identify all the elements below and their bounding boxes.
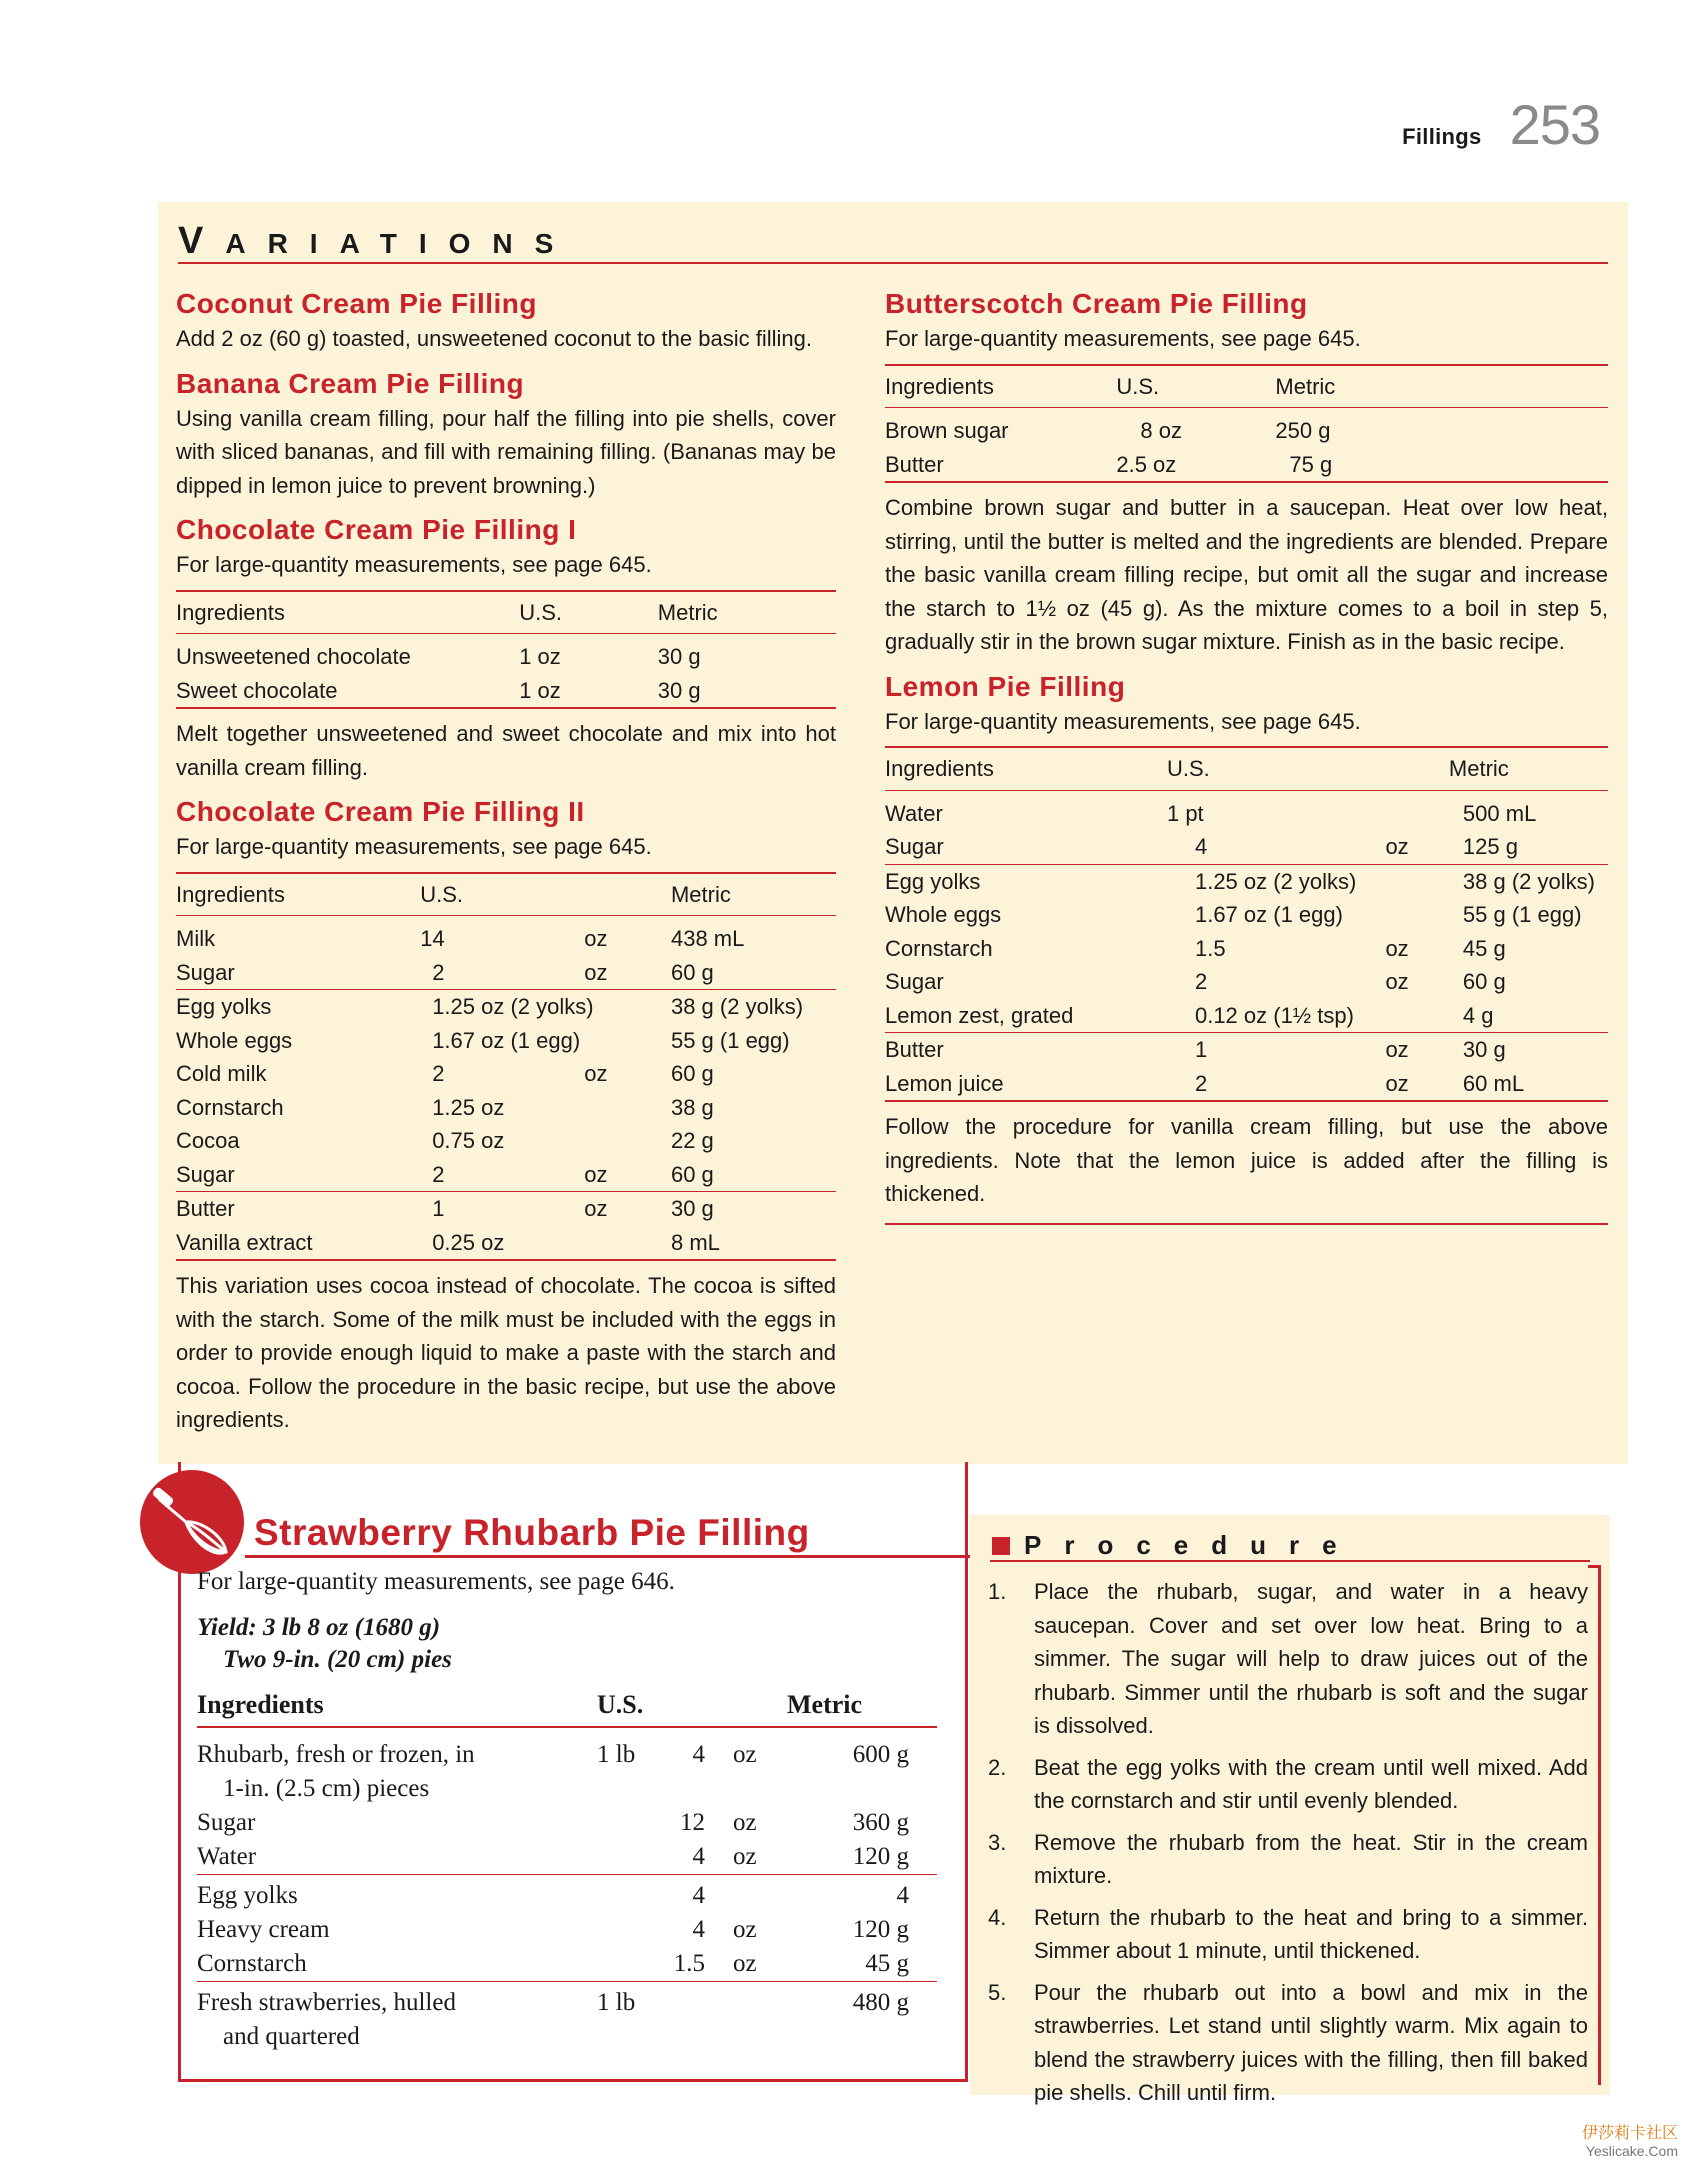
cell: 38 g (2 yolks): [671, 990, 836, 1024]
cell: oz: [584, 959, 608, 985]
cell: Egg yolks: [885, 864, 1167, 898]
cell: 4: [659, 1875, 705, 1914]
cell: 1 pt: [1166, 800, 1204, 826]
recipe-note: For large-quantity measurements, see page 646.: [197, 1568, 675, 1595]
procedure-step: [988, 1976, 1588, 2110]
cell: 38 g (2 yolks): [1449, 864, 1608, 898]
cell: Sweet chocolate: [176, 677, 338, 703]
table-row: [885, 408, 1608, 448]
cell: oz: [1385, 935, 1409, 961]
cell: oz: [733, 1741, 757, 1768]
cell: 600 g: [852, 1741, 909, 1768]
cell: [659, 2020, 705, 2054]
cell: oz: [584, 1161, 608, 1187]
variations-heading-initial: V: [178, 220, 226, 262]
cell: Rhubarb, fresh or frozen, in: [197, 1741, 475, 1768]
square-bullet-icon: [992, 1537, 1010, 1555]
cell: 4: [1194, 834, 1208, 859]
table-row: [197, 1913, 937, 1947]
cell: Cornstarch: [197, 1950, 307, 1977]
cell: 8 mL: [670, 1229, 720, 1255]
cell: Milk: [176, 926, 216, 951]
cell: Egg yolks: [176, 990, 420, 1024]
variations-right-column: [885, 286, 1608, 1225]
cell: 500 mL: [1462, 800, 1537, 826]
cell: [705, 1772, 787, 1806]
recipe-title: Lemon Pie Filling: [885, 670, 1126, 702]
cell: 75 g: [1289, 451, 1333, 477]
cell: Vanilla extract: [176, 1229, 313, 1255]
table-row: [176, 1024, 836, 1058]
cell: 480 g: [787, 1982, 937, 2021]
cell: Water: [197, 1843, 257, 1870]
table-row: [176, 916, 836, 956]
cell: [787, 2020, 937, 2054]
cell: Egg yolks: [197, 1875, 597, 1914]
col-header: Ingredients: [176, 873, 420, 916]
cell: Brown sugar: [885, 418, 1009, 443]
cell: 438 mL: [670, 926, 745, 951]
col-header: Metric: [1275, 365, 1608, 408]
cell: 1: [1167, 1033, 1385, 1067]
cell: Fresh strawberries, hulled: [197, 1982, 597, 2021]
col-header: Ingredients: [176, 591, 519, 634]
table-row: [885, 448, 1608, 483]
cell: [597, 1772, 659, 1806]
cell: oz: [733, 1843, 757, 1870]
step-text: Place the rhubarb, sugar, and water in a heavy saucepan. Cover and set over low heat. Bring to a simmer. The sugar will help to draw juices out of the rhubarb. Simmer until the rhubarb is soft and the sugar is dissolved.: [1034, 1579, 1588, 1738]
cell: Lemon zest, grated: [885, 1002, 1074, 1028]
cell: Butter: [176, 1192, 420, 1226]
ingredient-table: [176, 590, 836, 710]
cell: 45 g: [865, 1950, 909, 1977]
cell: 38 g: [670, 1094, 714, 1120]
whisk-icon: [140, 1470, 244, 1574]
cell: 30 g: [1449, 1033, 1608, 1067]
cell: [597, 1947, 659, 1982]
cell: oz: [584, 1192, 671, 1226]
table-row: [885, 965, 1608, 999]
procedure-step: [988, 1575, 1588, 1743]
table-row: [197, 1772, 937, 1806]
cell: [705, 1982, 787, 2021]
col-header: U.S.: [597, 1690, 787, 1727]
cell: 1 oz: [519, 677, 561, 703]
table-row: [176, 1226, 836, 1261]
cell: 1.25 oz: [432, 1094, 505, 1120]
cell: oz: [1385, 1070, 1409, 1096]
ingredient-table: [885, 364, 1608, 484]
cell: Unsweetened chocolate: [176, 644, 411, 669]
watermark: [1582, 2120, 1678, 2159]
cell: 2: [1194, 1070, 1208, 1096]
cell: [705, 2020, 787, 2054]
cell: 1.25 oz (2 yolks): [1167, 864, 1449, 898]
cell: 2: [432, 1161, 445, 1187]
cell: Whole eggs: [176, 1027, 293, 1053]
cell: 2: [432, 959, 445, 985]
cell: [659, 1982, 705, 2021]
variations-heading-rest: ARIATIONS: [225, 228, 576, 259]
table-row: [176, 1158, 836, 1192]
table-row: [885, 830, 1608, 864]
ingredient-table: [176, 872, 836, 1262]
cell: oz: [1385, 1033, 1448, 1067]
cell: Cocoa: [176, 1128, 240, 1153]
cell: 360 g: [852, 1809, 909, 1836]
cell: [597, 1913, 659, 1947]
procedure-step: [988, 1826, 1588, 1893]
cell: 1 lb: [597, 1982, 659, 2021]
table-row: [197, 1727, 937, 1772]
cell: Cold milk: [176, 1061, 267, 1086]
cell: 2.5 oz: [1116, 451, 1177, 477]
cell: oz: [584, 926, 608, 951]
variations-rule: [178, 262, 1608, 264]
procedure-step: [988, 1901, 1588, 1968]
strawberry-recipe: [197, 1568, 937, 2054]
cell: [787, 1772, 937, 1806]
cell: 12: [680, 1809, 705, 1836]
table-row: [176, 634, 836, 674]
cell: 1: [420, 1192, 584, 1226]
strawberry-title: Strawberry Rhubarb Pie Filling: [254, 1512, 810, 1553]
cell: 120 g: [852, 1916, 909, 1943]
cell: [597, 1806, 659, 1840]
col-header: U.S.: [420, 873, 671, 916]
cell: 125 g: [1462, 834, 1518, 859]
recipe-note: For large-quantity measurements, see page 645.: [885, 708, 1361, 734]
step-number: 1.: [988, 1579, 1007, 1604]
cell: oz: [584, 1061, 608, 1086]
cell: 14: [420, 926, 445, 951]
cell: 0.75 oz: [432, 1128, 505, 1153]
table-row: [197, 1875, 937, 1914]
col-header: Metric: [1449, 747, 1608, 790]
step-number: 5.: [988, 1979, 1007, 2005]
table-row: [885, 999, 1608, 1033]
cell: 0.12 oz (1½ tsp): [1194, 1002, 1354, 1028]
cell: 120 g: [852, 1843, 909, 1870]
recipe-end-rule: [885, 1223, 1608, 1225]
cell: oz: [1385, 834, 1409, 859]
cell: 60 g: [670, 1061, 714, 1086]
recipe-note: For large-quantity measurements, see page 645.: [176, 552, 652, 577]
cell: [659, 1772, 705, 1806]
recipe-title: Chocolate Cream Pie Filling II: [176, 796, 585, 827]
step-text: Pour the rhubarb out into a bowl and mix in the strawberries. Let stand until slightly warm. Mix again to blend the strawberry juices with the filling, then fill baked pie shells. Chill until firm.: [1034, 1979, 1588, 2105]
step-text: Remove the rhubarb from the heat. Stir in the cream mixture.: [1034, 1829, 1588, 1888]
cell: 60 g: [1462, 969, 1506, 994]
table-row: [176, 956, 836, 990]
col-header: U.S.: [1116, 365, 1275, 408]
variations-left-column: [176, 286, 836, 1437]
cell: 1.5: [673, 1950, 705, 1977]
table-row: [176, 1192, 836, 1226]
cell: 60 g: [670, 959, 714, 985]
table-row: [197, 1982, 937, 2021]
step-number: 2.: [988, 1754, 1007, 1780]
recipe-text: Add 2 oz (60 g) toasted, unsweetened coconut to the basic filling.: [176, 326, 812, 351]
cell: 4 g: [1462, 1002, 1494, 1028]
cell: and quartered: [223, 2023, 360, 2050]
procedure-steps: [988, 1575, 1588, 2118]
ingredient-table: [885, 746, 1608, 1102]
cell: Sugar: [885, 969, 944, 994]
cell: Sugar: [176, 959, 235, 985]
col-header: Metric: [658, 591, 836, 634]
recipe-title: Chocolate Cream Pie Filling I: [176, 514, 577, 545]
yield-line: Yield: 3 lb 8 oz (1680 g): [197, 1614, 441, 1641]
table-row: [176, 990, 836, 1024]
section-name: Fillings: [1402, 124, 1482, 149]
recipe-text: Combine brown sugar and butter in a saucepan. Heat over low heat, stirring, until the butter is melted and the ingredients are blended. Prepare the basic vanilla cream filling recipe, but omit all the sugar and increase the starch to 1½ oz (45 g). As the mixture comes to a boil in step 5, gradually stir in the brown sugar mixture. Finish as in the basic recipe.: [885, 495, 1608, 654]
cell: 55 g (1 egg): [670, 1027, 790, 1053]
cell: oz: [733, 1916, 757, 1943]
cell: oz: [1385, 969, 1409, 994]
cell: 4: [692, 1741, 705, 1768]
cell: Whole eggs: [885, 902, 1002, 927]
yield-line: Two 9-in. (20 cm) pies: [223, 1646, 452, 1673]
step-number: 3.: [988, 1829, 1007, 1855]
cell: 1.5: [1194, 935, 1226, 961]
col-header: U.S.: [519, 591, 658, 634]
table-row: [176, 1124, 836, 1158]
cell: 1-in. (2.5 cm) pieces: [223, 1775, 430, 1802]
cell: 1 lb: [597, 1741, 636, 1768]
procedure-frame: [1598, 1565, 1601, 2085]
cell: 22 g: [670, 1128, 714, 1153]
ingredient-table: [197, 1690, 937, 2054]
cell: 4: [787, 1875, 937, 1914]
cell: 1.67 oz (1 egg): [1194, 902, 1343, 927]
cell: Lemon juice: [885, 1070, 1004, 1096]
cell: [597, 1875, 659, 1914]
cell: oz: [733, 1809, 757, 1836]
cell: 2: [1194, 969, 1208, 994]
cell: 60 mL: [1462, 1070, 1525, 1096]
cell: Sugar: [885, 834, 944, 859]
recipe-title: Coconut Cream Pie Filling: [176, 288, 537, 319]
procedure-rule: [990, 1560, 1590, 1562]
cell: 1 oz: [519, 644, 561, 669]
recipe-text: Follow the procedure for vanilla cream filling, but use the above ingredients. Note that the lemon juice is added after the filling is thickened.: [885, 1114, 1608, 1206]
col-header: Metric: [787, 1690, 937, 1727]
variations-heading: [178, 220, 575, 263]
cell: 2: [432, 1061, 445, 1086]
recipe-text: Melt together unsweetened and sweet chocolate and mix into hot vanilla cream filling.: [176, 721, 836, 780]
table-row: [176, 674, 836, 709]
col-header: Ingredients: [885, 747, 1167, 790]
recipe-note: For large-quantity measurements, see page 645.: [176, 834, 652, 859]
cell: 4: [692, 1916, 705, 1943]
page-number: 253: [1509, 93, 1600, 156]
cell: Cornstarch: [176, 1094, 284, 1120]
step-number: 4.: [988, 1904, 1007, 1930]
table-row: [885, 1033, 1608, 1067]
watermark-line: Yeslicake.Com: [1585, 2143, 1678, 2159]
cell: 0.25 oz: [432, 1229, 505, 1255]
table-row: [885, 1067, 1608, 1102]
recipe-note: For large-quantity measurements, see page 645.: [885, 326, 1361, 351]
cell: [705, 1875, 787, 1914]
watermark-line: 伊莎莉卡社区: [1581, 2125, 1678, 2142]
cell: Sugar: [176, 1161, 235, 1187]
cell: 8 oz: [1140, 418, 1182, 443]
cell: Sugar: [197, 1809, 256, 1836]
table-row: [197, 1840, 937, 1875]
cell: 1.25 oz (2 yolks): [420, 990, 671, 1024]
cell: [597, 1840, 659, 1875]
cell: 60 g: [670, 1161, 714, 1187]
table-row: [885, 932, 1608, 966]
procedure-heading: [992, 1530, 1360, 1561]
table-row: [885, 898, 1608, 932]
cell: 55 g (1 egg): [1462, 902, 1582, 927]
cell: 30 g: [657, 677, 701, 703]
table-row: [176, 1057, 836, 1091]
procedure-heading-text: Procedure: [1024, 1530, 1360, 1560]
cell: 30 g: [657, 644, 701, 669]
table-row: [197, 2020, 937, 2054]
cell: Cornstarch: [885, 935, 993, 961]
recipe-text: This variation uses cocoa instead of chocolate. The cocoa is sifted with the starch. Some of the milk must be included with the eggs in order to provide enough liquid to make a paste with the starch and cocoa. Follow the procedure in the basic recipe, but use the above ingredients.: [176, 1273, 836, 1432]
cell: 4: [692, 1843, 705, 1870]
col-header: Metric: [671, 873, 836, 916]
table-row: [885, 790, 1608, 830]
col-header: U.S.: [1167, 747, 1449, 790]
cell: 30 g: [671, 1192, 836, 1226]
strawberry-title-rule: [245, 1555, 970, 1558]
cell: Heavy cream: [197, 1916, 330, 1943]
cell: 1.67 oz (1 egg): [432, 1027, 581, 1053]
procedure-frame: [1588, 1565, 1601, 1568]
recipe-title: Butterscotch Cream Pie Filling: [885, 288, 1308, 319]
table-row: [197, 1806, 937, 1840]
recipe-text: Using vanilla cream filling, pour half the filling into pie shells, cover with sliced bananas, and fill with remaining filling. (Bananas may be dipped in lemon juice to prevent browning.): [176, 405, 836, 498]
page-header: [1402, 92, 1600, 157]
step-text: Return the rhubarb to the heat and bring to a simmer. Simmer about 1 minute, until thickened.: [1034, 1904, 1588, 1963]
cell: Butter: [885, 1033, 1167, 1067]
col-header: Ingredients: [885, 365, 1116, 408]
cell: 45 g: [1462, 935, 1506, 961]
cell: Butter: [885, 451, 944, 477]
table-row: [176, 1091, 836, 1125]
cell: [597, 2020, 659, 2054]
step-text: Beat the egg yolks with the cream until well mixed. Add the cornstarch and stir until evenly blended.: [1034, 1754, 1588, 1813]
procedure-step: [988, 1751, 1588, 1818]
cell: 250 g: [1275, 418, 1331, 443]
cell: Water: [885, 800, 943, 826]
recipe-title: Banana Cream Pie Filling: [176, 367, 525, 399]
cell: oz: [733, 1950, 757, 1977]
table-row: [197, 1947, 937, 1982]
col-header: Ingredients: [197, 1690, 597, 1727]
table-row: [885, 864, 1608, 898]
